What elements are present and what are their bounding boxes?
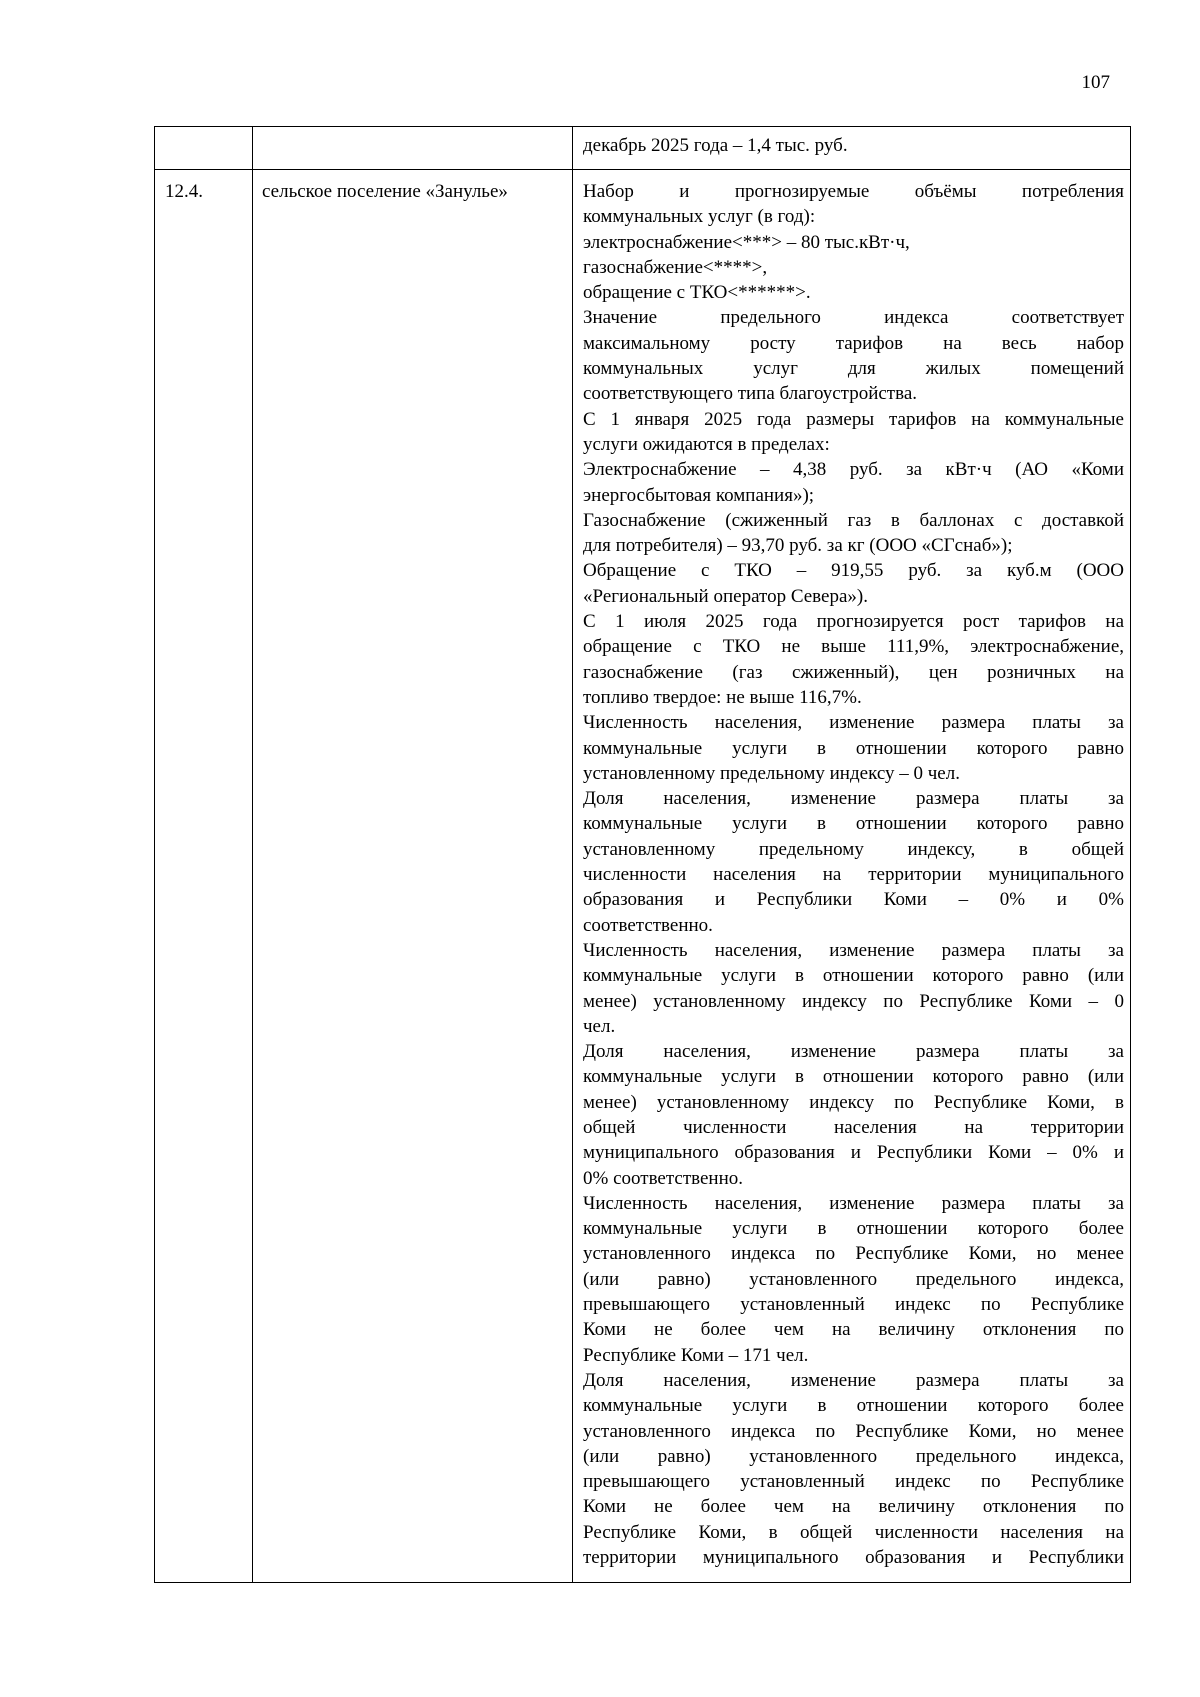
description-line: коммунальные услуги в отношении которого равно (или [583,1066,1124,1088]
description-line: коммунальные услуги в отношении которого равно [583,813,1124,835]
description-line: соответствующего типа благоустройства. [583,383,918,405]
description-line: Численность населения, изменение размера платы за [583,939,1124,961]
description-line: Коми не более чем на величину отклонения по [583,1496,1124,1518]
description-line: электроснабжение<***> – 80 тыс.кВт·ч, [583,231,910,253]
description-line: Численность населения, изменение размера платы за [583,1192,1124,1214]
entry-number: 12.4. [165,181,203,202]
description-line: превышающего установленный индекс по Республике [583,1294,1124,1316]
table-row [155,170,1131,1583]
continuation-text: декабрь 2025 года – 1,4 тыс. руб. [583,135,848,156]
continuation-name-cell [253,127,573,170]
description-line: коммунальные услуги в отношении которого более [583,1218,1124,1240]
description-line: Республике Коми – 171 чел. [583,1344,809,1366]
description-line: коммунальных услуг для жилых помещений [583,358,1124,380]
description-line: Набор и прогнозируемые объёмы потребления [583,181,1124,202]
description-line: коммунальные услуги в отношении которого более [583,1395,1124,1417]
description-line: Численность населения, изменение размера платы за [583,712,1124,734]
description-line: муниципального образования и Республики Коми – 0% и [583,1142,1124,1164]
description-line: С 1 июля 2025 года прогнозируется рост тарифов на [583,611,1124,633]
description-line: Республике Коми, в общей численности населения на [583,1521,1124,1543]
description-line: установленного индекса по Республике Коми, но менее [583,1243,1124,1265]
description-line: менее) установленному индексу по Республике Коми, в [583,1091,1124,1113]
description-line: топливо твердое: не выше 116,7%. [583,686,862,708]
description-line: чел. [583,1015,616,1037]
description-line: коммунальные услуги в отношении которого равно (или [583,965,1124,987]
description-line: образования и Республики Коми – 0% и 0% [583,889,1124,911]
description-line: обращение с ТКО не выше 111,9%, электроснабжение, [583,636,1124,658]
description-line: Доля населения, изменение размера платы за [583,1369,1124,1391]
description-line: Значение предельного индекса соответствует [583,307,1124,329]
description-line: Доля населения, изменение размера платы за [583,1041,1124,1063]
description-line: С 1 января 2025 года размеры тарифов на коммунальные [583,408,1124,430]
description-line: численности населения на территории муниципального [583,864,1124,886]
entry-name-cell [253,170,573,1583]
description-line: Электроснабжение – 4,38 руб. за кВт·ч (АО «Коми [583,459,1124,481]
description-line: Коми не более чем на величину отклонения по [583,1319,1124,1341]
description-line: менее) установленному индексу по Республике Коми – 0 [583,990,1124,1012]
description-line: установленному предельному индексу – 0 чел. [583,762,960,784]
continuation-text-cell [573,127,1131,170]
description-line: превышающего установленный индекс по Республике [583,1471,1124,1493]
description-line: максимальному росту тарифов на весь набор [583,332,1124,354]
description-line: газоснабжение<****>, [583,256,768,278]
description-line: установленному предельному индексу, в общей [583,838,1124,860]
description-line: 0% соответственно. [583,1167,744,1189]
description-line: услуги ожидаются в пределах: [583,433,830,455]
description-line: (или равно) установленного предельного индекса, [583,1268,1124,1290]
description-line: Обращение с ТКО – 919,55 руб. за куб.м (ООО [583,560,1124,582]
description-line: энергосбытовая компания»); [583,484,815,506]
continuation-number-cell [155,127,253,170]
description-line: соответственно. [583,914,713,936]
entry-name: сельское поселение «Занулье» [262,181,508,202]
description-line: (или равно) установленного предельного индекса, [583,1445,1124,1467]
page-number: 107 [1081,72,1110,93]
description-line: коммунальные услуги в отношении которого равно [583,737,1124,759]
description-line: Газоснабжение (сжиженный газ в баллонах с доставкой [583,509,1124,531]
description-line: Доля населения, изменение размера платы за [583,788,1124,810]
continuation-row [155,127,1131,170]
description-line: «Региональный оператор Севера»). [583,585,868,607]
description-line: коммунальных услуг (в год): [583,206,816,228]
entry-description-cell [573,170,1131,1583]
tariff-table [154,126,1131,1583]
description-line: обращение с ТКО<******>. [583,282,811,304]
description-line: для потребителя) – 93,70 руб. за кг (ООО «СГснаб»); [583,535,1013,557]
description-line: территории муниципального образования и Республики [583,1547,1124,1569]
description-line: установленного индекса по Республике Коми, но менее [583,1420,1124,1442]
description-line: газоснабжение (газ сжиженный), цен розничных на [583,661,1124,683]
entry-description [573,170,1130,1579]
description-line: общей численности населения на территории [583,1116,1124,1138]
entry-number-cell [155,170,253,1583]
